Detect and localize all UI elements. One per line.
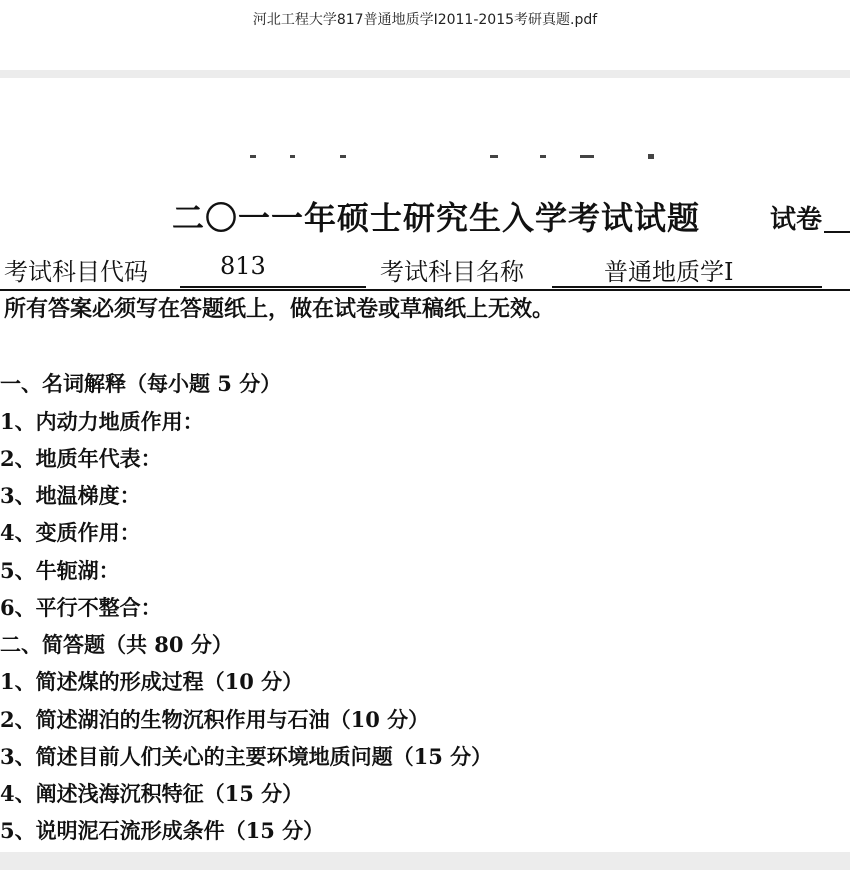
page-gap-top [0,70,850,78]
list-item: 1、简述煤的形成过程（10 分） [0,669,304,694]
file-title: 河北工程大学817普通地质学Ⅰ2011-2015考研真题.pdf [252,12,598,28]
paper-label: 试卷 [770,205,823,235]
section1-title: 一、名词解释（每小题 5 分） [0,371,282,396]
section2-title: 二、简答题（共 80 分） [0,632,233,657]
subject-code-label: 考试科目代码 [4,258,148,286]
pdf-page [0,78,850,852]
list-item: 5、说明泥石流形成条件（15 分） [0,818,325,843]
subject-code-underline [180,286,366,288]
list-item: 1、内动力地质作用： [0,409,204,434]
subject-name-value: 普通地质学Ⅰ [604,258,734,286]
list-item: 2、地质年代表： [0,446,162,471]
list-item: 3、简述目前人们关心的主要环境地质问题（15 分） [0,744,493,769]
list-item: 3、地温梯度： [0,483,141,508]
list-item: 6、平行不整合： [0,595,162,620]
scan-artifacts [250,151,670,163]
viewer-header [0,0,850,70]
answer-notice: 所有答案必须写在答题纸上，做在试卷或草稿纸上无效。 [4,296,555,322]
subject-name-label: 考试科目名称 [380,258,524,286]
list-item: 4、阐述浅海沉积特征（15 分） [0,781,304,806]
subject-code-value: 813 [220,252,266,280]
paper-label-underline [824,231,850,233]
subject-name-underline [552,286,822,288]
page-gap-bottom [0,852,850,870]
subject-row [4,250,850,292]
list-item: 5、牛轭湖： [0,558,120,583]
exam-title: 二〇一一年硕士研究生入学考试试题 [172,199,701,237]
list-item: 4、变质作用： [0,520,141,545]
header-rule [0,289,850,291]
list-item: 2、简述湖泊的生物沉积作用与石油（10 分） [0,707,430,732]
